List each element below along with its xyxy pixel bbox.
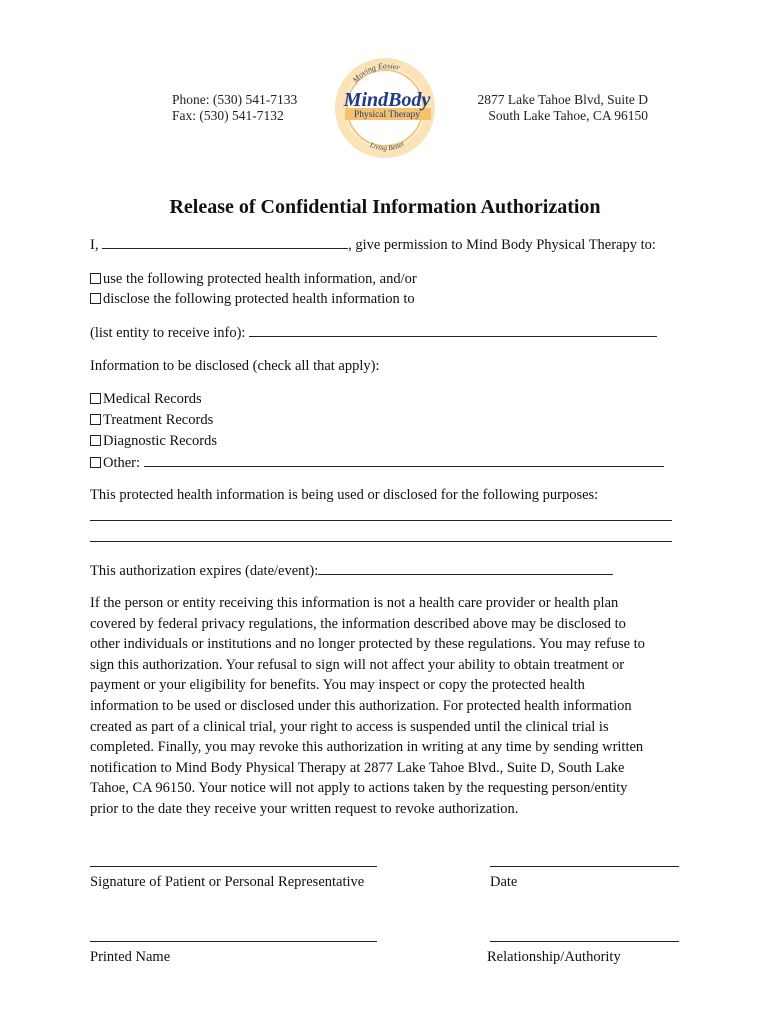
terms-line: If the person or entity receiving this information is not a health care provider or health plan bbox=[90, 595, 619, 611]
expires-line bbox=[90, 561, 613, 580]
terms-line: information to be used or disclosed under this authorization. For protected health information bbox=[90, 697, 632, 714]
signature-field[interactable] bbox=[90, 866, 377, 867]
terms-line: covered by federal privacy regulations, the information described above may be disclosed to bbox=[90, 615, 626, 632]
logo-brand: MindBody bbox=[343, 89, 431, 111]
terms-line: Tahoe, CA 96150. Your notice will not apply to actions taken by the requesting person/entity bbox=[90, 780, 628, 797]
date-label: Date bbox=[490, 874, 518, 890]
printed-name-label: Printed Name bbox=[90, 949, 171, 965]
record-option-other bbox=[90, 453, 664, 472]
permission-prefix: I, bbox=[90, 237, 99, 253]
disclose-checkbox[interactable] bbox=[90, 293, 101, 304]
entity-line bbox=[90, 323, 657, 342]
diagnostic-records-label: Diagnostic Records bbox=[103, 433, 217, 449]
printed-name-field[interactable] bbox=[90, 941, 377, 942]
relationship-field[interactable] bbox=[490, 941, 679, 942]
terms-line: prior to the date they receive your written request to revoke authorization. bbox=[90, 800, 519, 817]
clinic-address bbox=[477, 92, 648, 124]
phone-number: Phone: (530) 541-7133 bbox=[172, 92, 298, 107]
fax-number: Fax: (530) 541-7132 bbox=[172, 108, 284, 123]
terms-line: notification to Mind Body Physical Therapy at 2877 Lake Tahoe Blvd., Suite D, South Lake bbox=[90, 759, 625, 776]
date-field[interactable] bbox=[490, 866, 679, 867]
info-label: Information to be disclosed (check all that apply): bbox=[90, 358, 380, 374]
diagnostic-records-checkbox[interactable] bbox=[90, 435, 101, 446]
signature-label: Signature of Patient or Personal Representative bbox=[90, 874, 365, 890]
expires-label: This authorization expires (date/event): bbox=[90, 563, 319, 579]
permission-suffix: , give permission to Mind Body Physical Therapy to: bbox=[348, 237, 656, 253]
logo-top-text: Moving Easier bbox=[351, 61, 401, 85]
use-option bbox=[90, 270, 417, 288]
relationship-label: Relationship/Authority bbox=[487, 949, 621, 965]
address-line-2: South Lake Tahoe, CA 96150 bbox=[488, 108, 648, 123]
other-records-label: Other: bbox=[103, 455, 141, 471]
medical-records-checkbox[interactable] bbox=[90, 393, 101, 404]
authorization-terms bbox=[90, 593, 690, 820]
permission-line bbox=[90, 235, 656, 254]
terms-line: completed. Finally, you may revoke this authorization in writing at any time by sending written bbox=[90, 739, 644, 756]
use-option-label: use the following protected health information, and/or bbox=[103, 271, 417, 287]
logo-subtitle: Physical Therapy bbox=[353, 110, 421, 120]
terms-line: other individuals or institutions and no longer protected by these regulations. You may refuse to bbox=[90, 636, 645, 653]
mindbody-logo bbox=[327, 56, 443, 160]
treatment-records-checkbox[interactable] bbox=[90, 414, 101, 425]
record-option-treatment bbox=[90, 411, 213, 429]
entity-field[interactable] bbox=[249, 323, 657, 337]
logo-graphic bbox=[327, 56, 443, 160]
address-line-1: 2877 Lake Tahoe Blvd, Suite D bbox=[477, 92, 648, 107]
patient-name-field[interactable] bbox=[102, 235, 348, 249]
expires-field[interactable] bbox=[318, 561, 613, 575]
record-option-diagnostic bbox=[90, 432, 217, 450]
purpose-field-line-1[interactable] bbox=[90, 520, 672, 521]
form-title: Release of Confidential Information Authorization bbox=[169, 196, 601, 218]
disclose-option bbox=[90, 290, 415, 308]
entity-label: (list entity to receive info): bbox=[90, 325, 246, 341]
treatment-records-label: Treatment Records bbox=[103, 412, 214, 428]
terms-line: created as part of a clinical trial, your right to access is suspended until the clinical trial is bbox=[90, 718, 609, 735]
terms-line: sign this authorization. Your refusal to sign will not affect your ability to obtain treatment or bbox=[90, 656, 625, 673]
disclose-option-label: disclose the following protected health information to bbox=[103, 291, 415, 307]
use-checkbox[interactable] bbox=[90, 273, 101, 284]
medical-records-label: Medical Records bbox=[103, 391, 202, 407]
purpose-field-line-2[interactable] bbox=[90, 541, 672, 542]
terms-line: payment or your eligibility for benefits. You may inspect or copy the protected health bbox=[90, 677, 585, 694]
purpose-label: This protected health information is being used or disclosed for the following purposes: bbox=[90, 487, 599, 503]
record-option-medical bbox=[90, 390, 202, 408]
other-records-checkbox[interactable] bbox=[90, 457, 101, 468]
other-records-field[interactable] bbox=[144, 453, 664, 467]
logo-bottom-text: Living Better bbox=[368, 139, 406, 153]
contact-info bbox=[172, 92, 297, 124]
